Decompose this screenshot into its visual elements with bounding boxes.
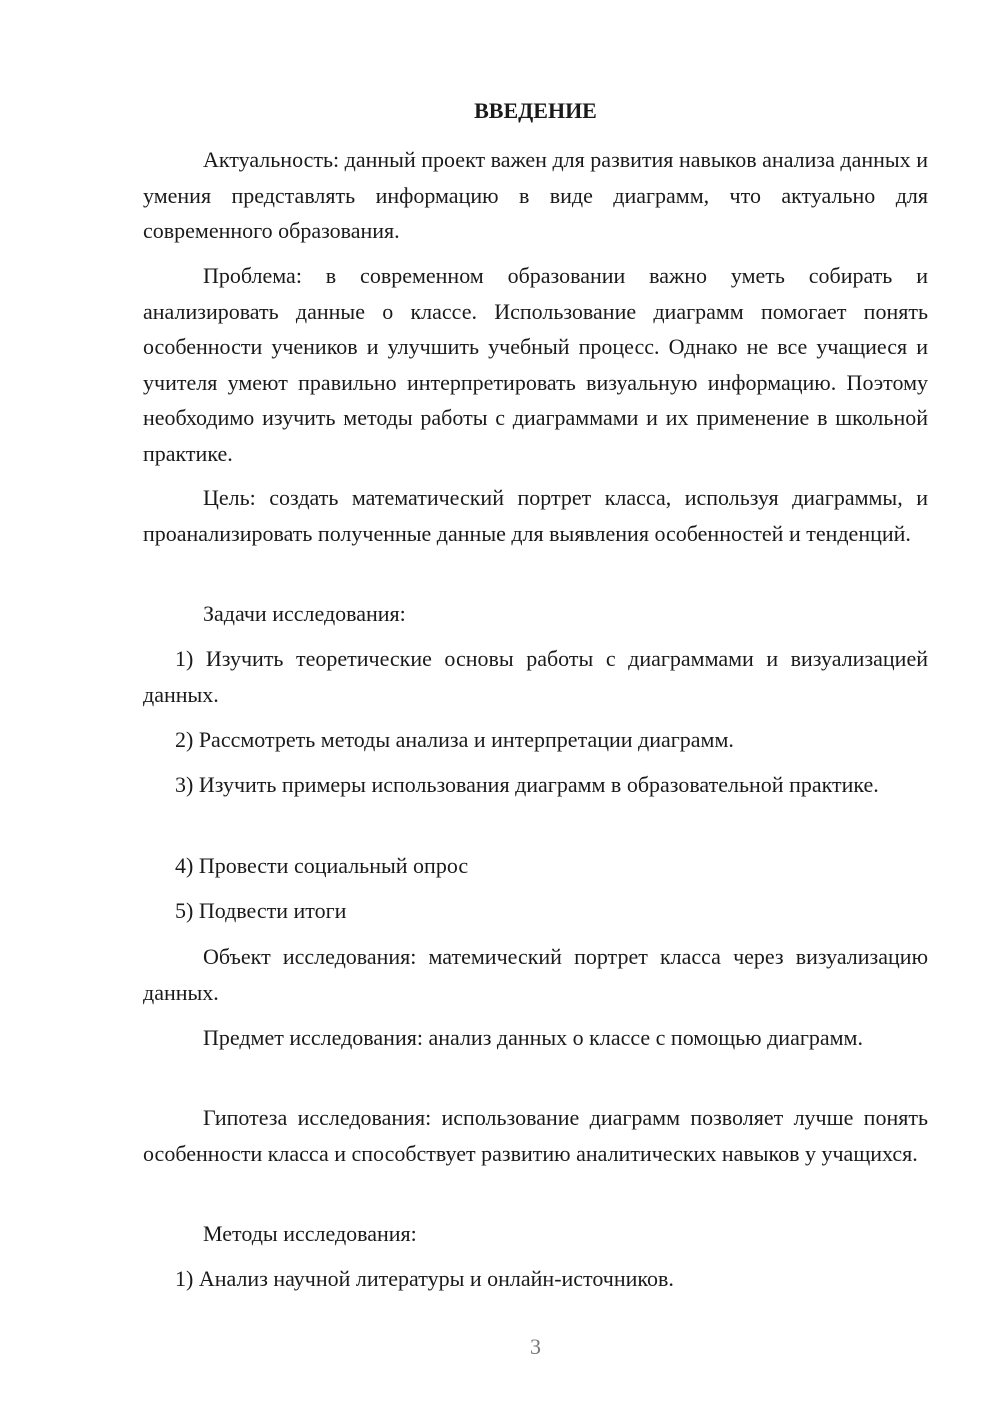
task-item-1: 1) Изучить теоретические основы работы с диаграммами и визуализацией данных. xyxy=(143,646,928,707)
paragraph-problem: Проблема: в современном образовании важно уметь собирать и анализировать данные о классе. Использование диаграмм помогает понять особенности учеников и улучшить учебный процесс. Однако не все учащиеся и учителя умеют правильно интерпретировать визуальную информацию. Поэтому необходимо изучить методы работы с диаграммами и их применение в школьной практике. xyxy=(143,263,928,466)
methods-heading: Методы исследования: xyxy=(203,1221,417,1246)
paragraph-subject: Предмет исследования: анализ данных о классе с помощью диаграмм. xyxy=(203,1025,863,1050)
page-number: 3 xyxy=(530,1334,541,1359)
task-item-4: 4) Провести социальный опрос xyxy=(175,853,469,878)
task-item-3: 3) Изучить примеры использования диаграмм в образовательной практике. xyxy=(175,772,879,797)
paragraph-object: Объект исследования: матемический портрет класса через визуализацию данных. xyxy=(143,944,928,1005)
task-item-2: 2) Рассмотреть методы анализа и интерпретации диаграмм. xyxy=(175,727,734,752)
paragraph-goal: Цель: создать математический портрет класса, используя диаграммы, и проанализировать полученные данные для выявления особенностей и тенденций. xyxy=(143,485,928,546)
tasks-heading: Задачи исследования: xyxy=(203,601,406,626)
document-title: ВВЕДЕНИЕ xyxy=(474,98,597,123)
paragraph-relevance: Актуальность: данный проект важен для развития навыков анализа данных и умения представлять информацию в виде диаграмм, что актуально для современного образования. xyxy=(143,147,928,243)
paragraph-hypothesis: Гипотеза исследования: использование диаграмм позволяет лучше понять особенности класса и способствует развитию аналитических навыков у учащихся. xyxy=(143,1105,928,1166)
document-page xyxy=(143,0,928,1414)
method-item-1: 1) Анализ научной литературы и онлайн-источников. xyxy=(175,1266,674,1291)
task-item-5: 5) Подвести итоги xyxy=(175,898,347,923)
